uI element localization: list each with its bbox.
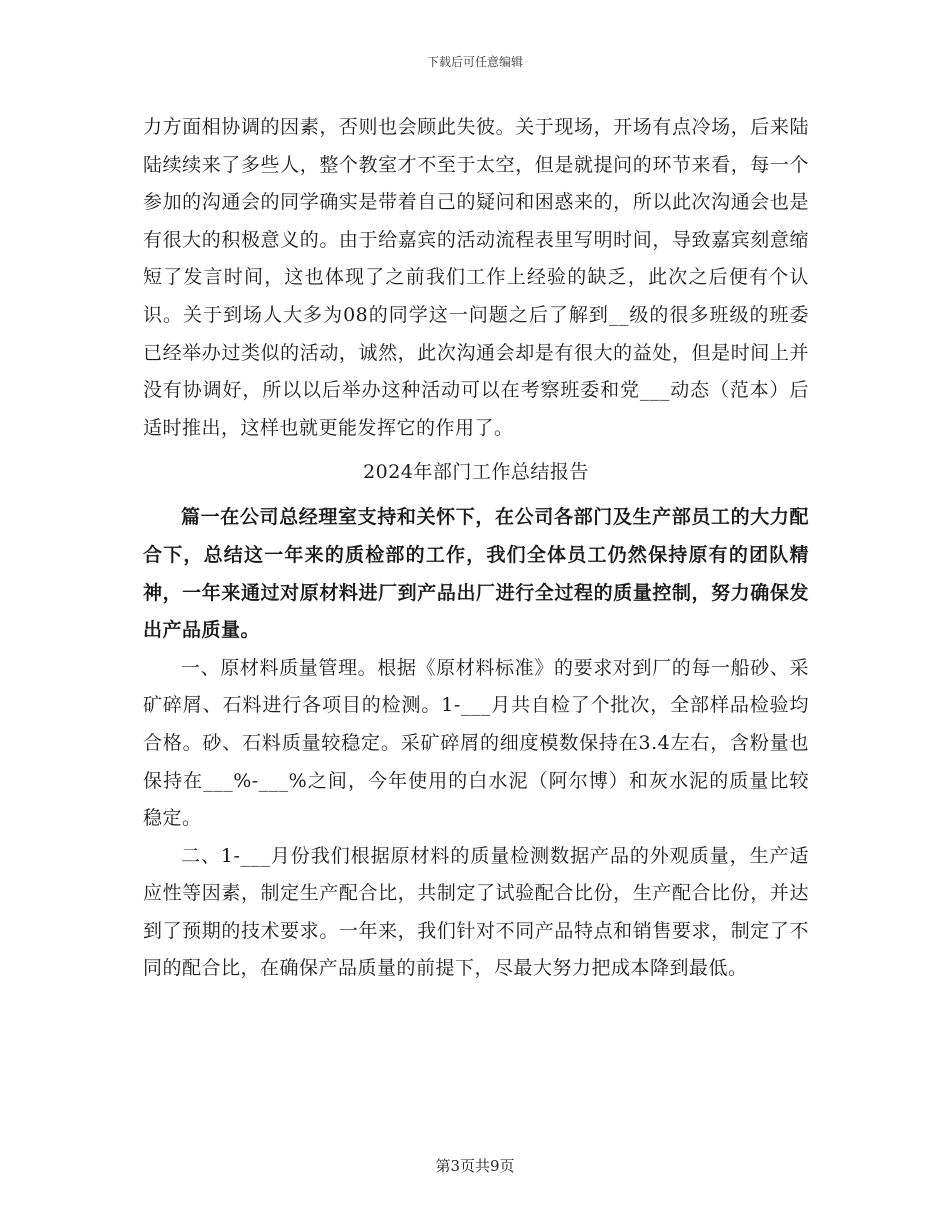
page-number: 第3页共9页 xyxy=(435,1157,515,1175)
paragraph-intro: 篇一在公司总经理室支持和关怀下，在公司各部门及生产部员工的大力配合下，总结这一年来的质检部的工作，我们全体员工仍然保持原有的团队精神，一年来通过对原材料进厂到产品出厂进行全过程的质量控制，努力确保发出产品质量。 xyxy=(143,506,809,642)
section-title: 2024年部门工作总结报告 xyxy=(363,461,589,484)
paragraph-raw-material: 一、原材料质量管理。根据《原材料标准》的要求对到厂的每一船砂、采矿碎屑、石料进行各项目的检测。1-___月共自检了个批次，全部样品检验均合格。砂、石料质量较稳定。采矿碎屑的细度模数保持在3.4左右，含粉量也保持在___%-___%之间，今年使用的白水泥（阿尔博）和灰水泥的质量比较稳定。 xyxy=(143,656,809,830)
paragraph-continuation: 力方面相协调的因素，否则也会顾此失彼。关于现场，开场有点冷场，后来陆陆续续来了多些人，整个教室才不至于太空，但是就提问的环节来看，每一个参加的沟通会的同学确实是带着自己的疑问和困惑来的，所以此次沟通会也是有很大的积极意义的。由于给嘉宾的活动流程表里写明时间，导致嘉宾刻意缩短了发言时间，这也体现了之前我们工作上经验的缺乏，此次之后便有个认识。关于到场人大多为08的同学这一问题之后了解到__级的很多班级的班委已经举办过类似的活动，诚然，此次沟通会却是有很大的益处，但是时间上并没有协调好，所以以后举办这种活动可以在考察班委和党___动态（范本）后适时推出，这样也就更能发挥它的作用了。 xyxy=(143,116,809,439)
page-header: 下载后可任意编辑 xyxy=(426,55,523,69)
document-body xyxy=(143,109,809,988)
paragraph-mix-ratio: 二、1-___月份我们根据原材料的质量检测数据产品的外观质量，生产适应性等因素，制定生产配合比，共制定了试验配合比份，生产配合比份，并达到了预期的技术要求。一年来，我们针对不同产品特点和销售要求，制定了不同的配合比，在确保产品质量的前提下，尽最大努力把成本降到最低。 xyxy=(143,844,809,980)
